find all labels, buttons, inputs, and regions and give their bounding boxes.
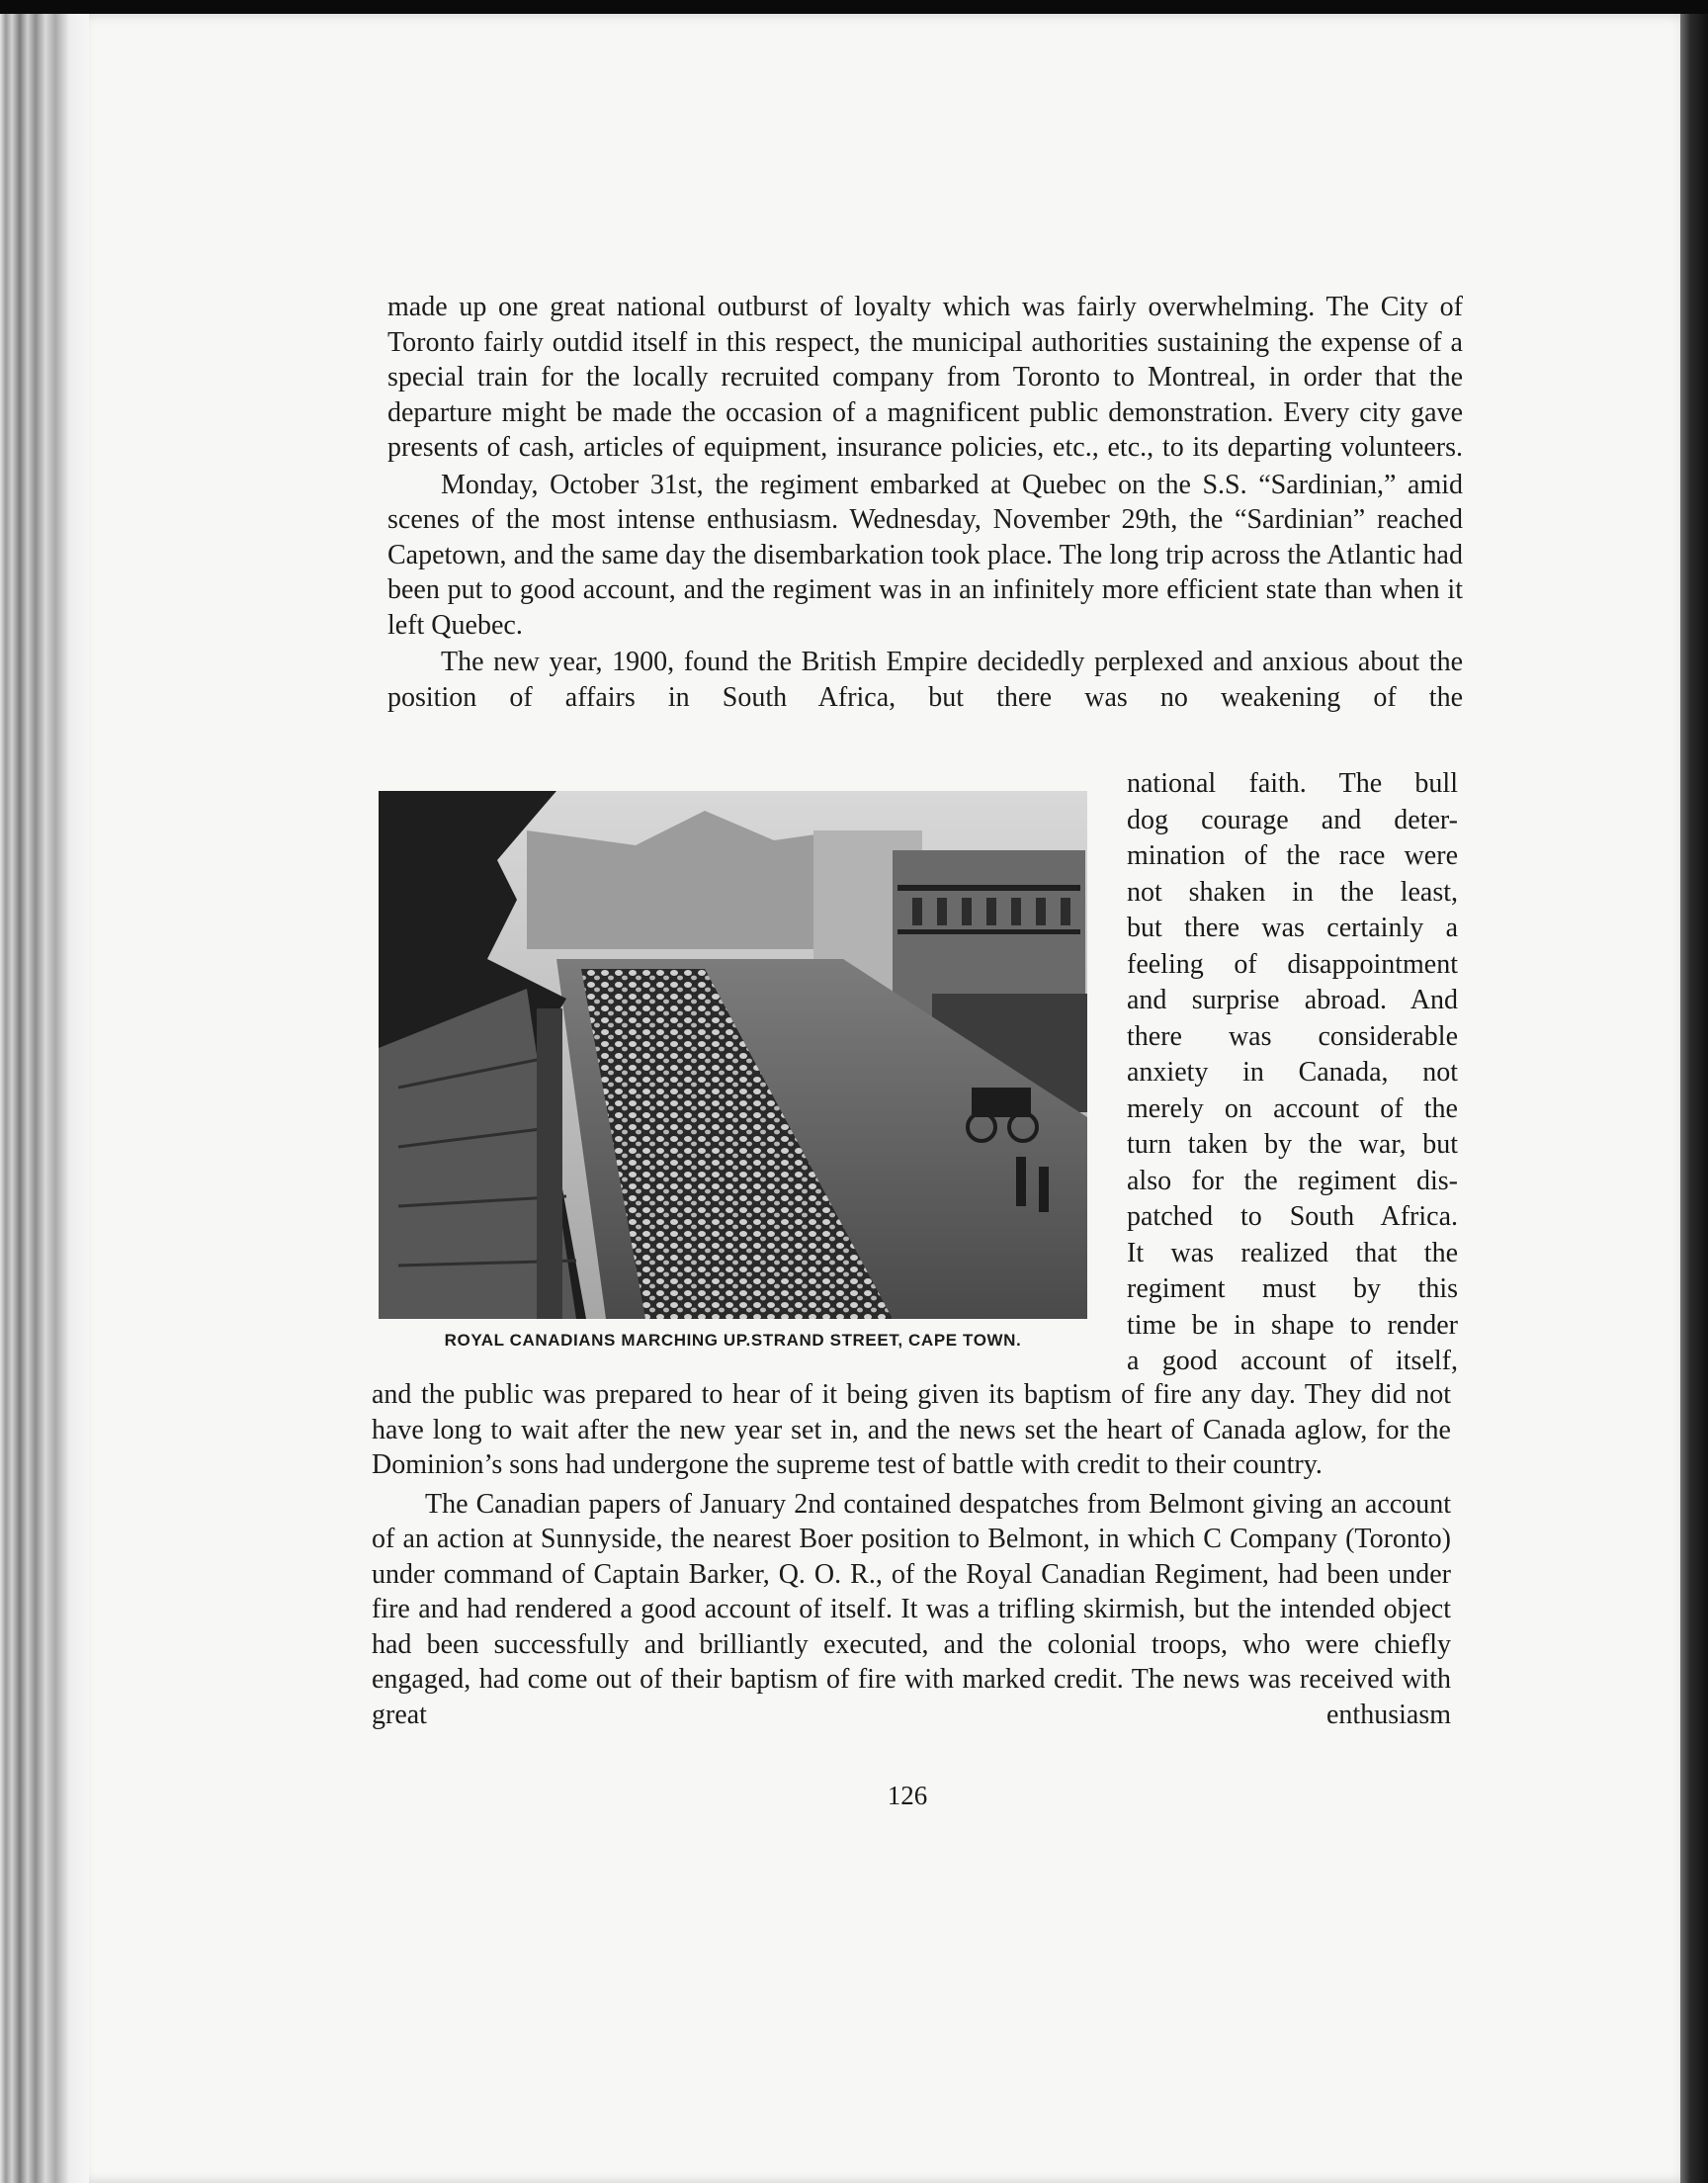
side-line: national faith. The bull	[1127, 768, 1458, 799]
side-line: not shaken in the least,	[1127, 876, 1458, 908]
paragraph-newyear-bottom: and the public was prepared to hear of it being given its baptism of fire any day. They did not have long to wait after the new year set in, and the news set the heart of Canada aglow, for the Dominion’s sons had undergone the supreme test of battle with credit to their country.	[372, 1379, 1451, 1480]
side-line: time be in shape to render	[1127, 1309, 1458, 1341]
book-spine	[0, 14, 89, 2183]
paragraph-continued: made up one great national outburst of loyalty which was fairly overwhelming. The City of Toronto fairly outdid itself in this respect, the municipal authorities sustaining the expense of a special train for the locally recruited company from Toronto to Montreal, in order that the departure might be made the occasion of a magnificent public demonstration. Every city gave presents of cash, articles of equipment, insurance policies, etc., etc., to its departing volunteers.	[387, 292, 1463, 463]
side-line: patched to South Africa.	[1127, 1201, 1458, 1232]
text-column-right	[1127, 766, 1458, 1380]
street-scene-illustration	[379, 791, 1087, 1319]
side-line: also for the regiment dis-	[1127, 1165, 1458, 1196]
side-line: turn taken by the war, but	[1127, 1129, 1458, 1160]
paragraph-papers: The Canadian papers of January 2nd contained despatches from Belmont giving an account of an action at Sunnyside, the nearest Boer position to Belmont, in which C Company (Toronto) under command of Captain Barker, Q. O. R., of the Royal Canadian Regiment, had been under fire and had rendered a good account of itself. It was a trifling skirmish, but the intended object had been successfully and brilliantly executed, and the colonial troops, who were chiefly engaged, had come out of their baptism of fire with marked credit. The news was received with great enthusiasm	[372, 1488, 1451, 1730]
side-line: It was realized that the	[1127, 1237, 1458, 1268]
side-line: a good account of itself,	[1127, 1346, 1458, 1376]
side-line: feeling of disappointment	[1127, 948, 1458, 980]
paragraph-newyear-top: The new year, 1900, found the British Empire decidedly perplexed and anxious about the position of affairs in South Africa, but there was no weakening of the	[387, 647, 1463, 713]
page-edge-shadow	[1680, 14, 1708, 2183]
side-line: and surprise abroad. And	[1127, 985, 1458, 1015]
side-line: dog courage and deter-	[1127, 804, 1458, 835]
text-block-top	[387, 290, 1463, 715]
side-line: anxiety in Canada, not	[1127, 1057, 1458, 1088]
photo-caption: ROYAL CANADIANS MARCHING UP.STRAND STREET, CAPE TOWN.	[444, 1331, 1022, 1350]
side-line: mination of the race were	[1127, 840, 1458, 871]
text-block-bottom	[372, 1377, 1451, 1732]
side-line: regiment must by this	[1127, 1273, 1458, 1304]
side-line: there was considerable	[1127, 1020, 1458, 1052]
side-line: but there was certainly a	[1127, 913, 1458, 943]
photo-royal-canadians-marching	[379, 791, 1087, 1319]
scan-top-border	[0, 0, 1708, 14]
page-number: 126	[887, 1781, 928, 1810]
side-line: merely on account of the	[1127, 1092, 1458, 1124]
paragraph-embark: Monday, October 31st, the regiment embarked at Quebec on the S.S. “Sardinian,” amid scenes of the most intense enthusiasm. Wednesday, November 29th, the “Sardinian” reached Capetown, and the same day the disembarkation took place. The long trip across the Atlantic had been put to good account, and the regiment was in an infinitely more efficient state than when it left Quebec.	[387, 469, 1463, 641]
